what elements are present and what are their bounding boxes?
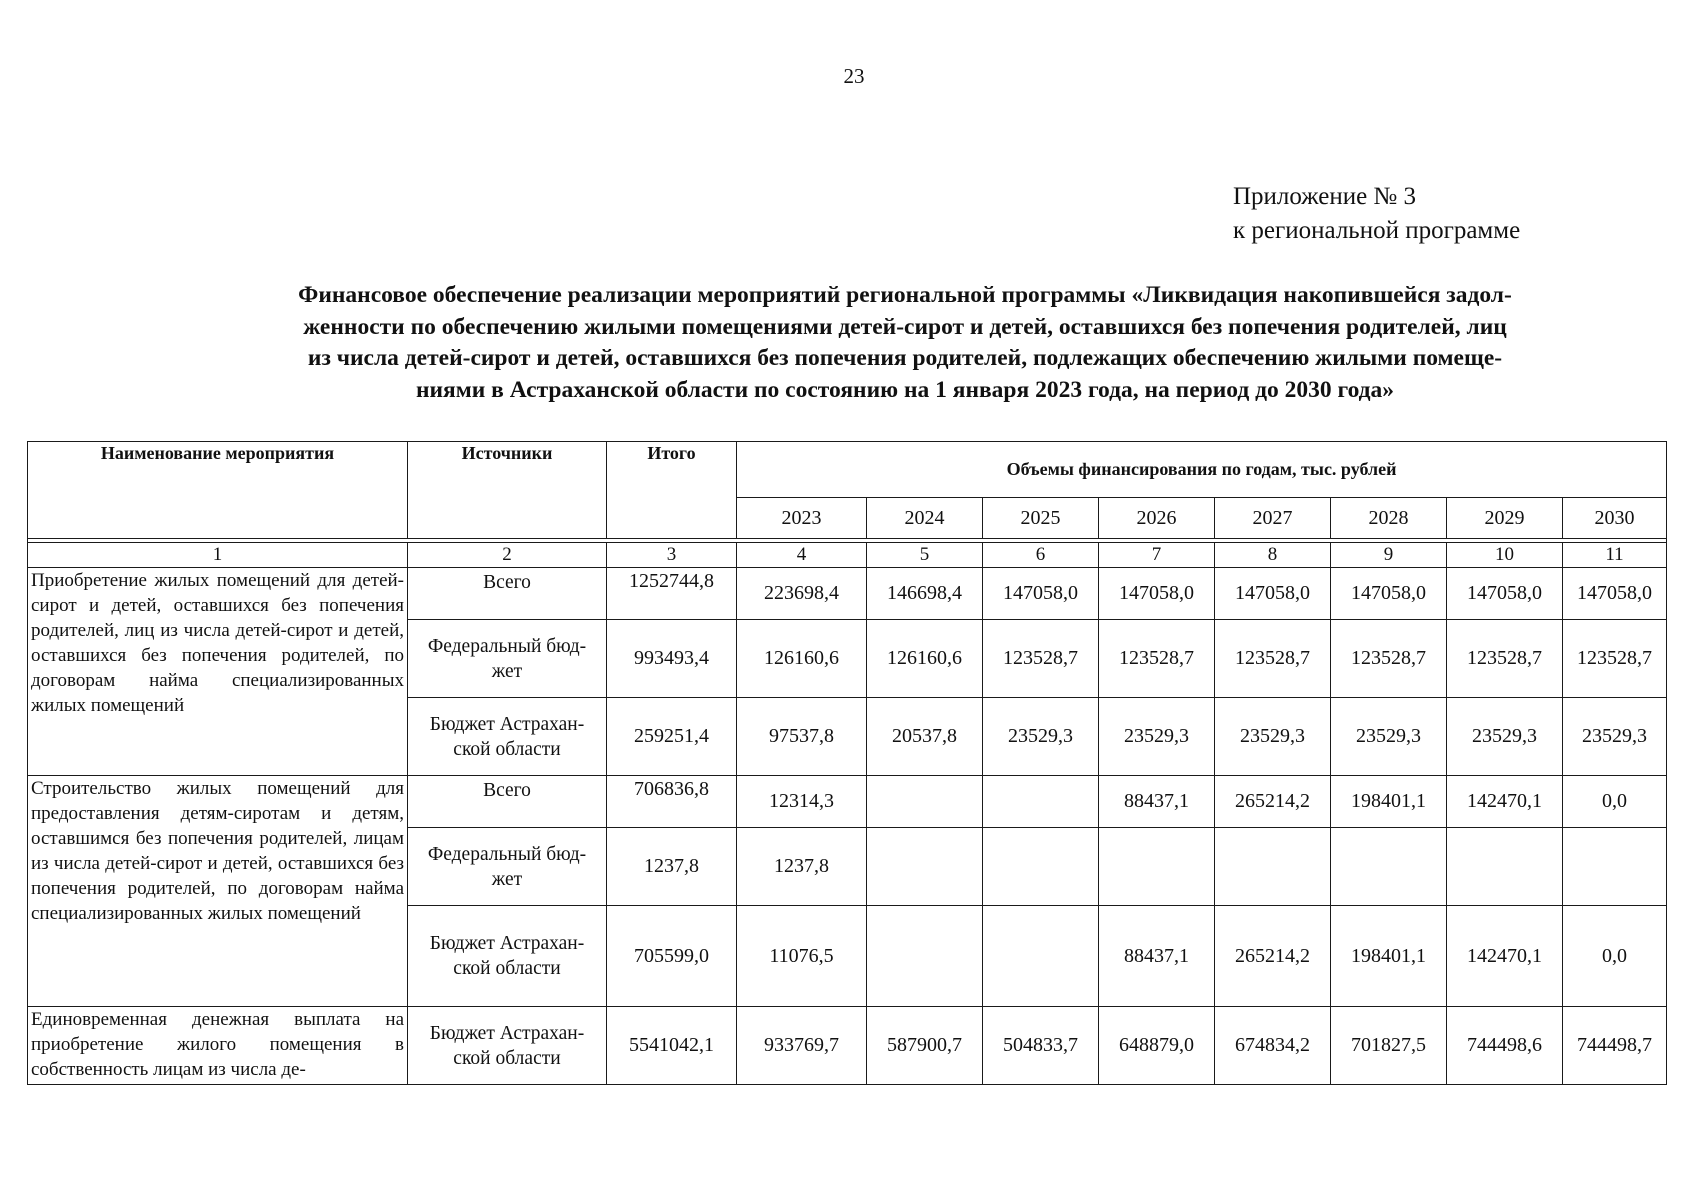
value-cell: 147058,0 — [1563, 568, 1667, 620]
header-year: 2023 — [737, 498, 867, 539]
value-cell — [983, 828, 1099, 906]
title-line: Финансовое обеспечение реализации мероприятий региональной программы «Ликвидация накопившейся задол- — [298, 282, 1512, 308]
table-row — [28, 776, 1667, 828]
activity-name: Приобретение жилых помещений для детей-сирот и детей, оставшихся без попечения родителей, лиц из числа детей-сирот и детей, оставшихся без попечения родителей, по договорам найма специализированных жилых помещений — [28, 568, 408, 776]
value-cell: 123528,7 — [1563, 620, 1667, 698]
value-cell: 701827,5 — [1331, 1007, 1447, 1085]
value-cell: 126160,6 — [867, 620, 983, 698]
header-sources: Источники — [408, 442, 607, 539]
value-cell: 123528,7 — [1331, 620, 1447, 698]
value-cell: 147058,0 — [983, 568, 1099, 620]
source-cell: Бюджет Астрахан- ской области — [408, 698, 607, 776]
table-row — [28, 568, 1667, 620]
source-cell: Бюджет Астрахан- ской области — [408, 1007, 607, 1085]
value-cell: 587900,7 — [867, 1007, 983, 1085]
header-year: 2029 — [1447, 498, 1563, 539]
header-funding-by-year: Объемы финансирования по годам, тыс. рублей — [737, 442, 1667, 498]
source-cell: Федеральный бюд- жет — [408, 828, 607, 906]
source-cell: Федеральный бюд- жет — [408, 620, 607, 698]
value-cell: 933769,7 — [737, 1007, 867, 1085]
value-cell: 0,0 — [1563, 906, 1667, 1007]
activity-name: Строительство жилых помещений для предоставления детям-сиротам и детям, оставшимся без попечения родителей, лицам из числа детей-сирот и детей, оставшихся без попечения родителей, по договорам найма специализированных жилых помещений — [28, 776, 408, 1007]
column-number: 7 — [1099, 543, 1215, 568]
value-cell: 123528,7 — [983, 620, 1099, 698]
value-cell: 12314,3 — [737, 776, 867, 828]
header-year: 2028 — [1331, 498, 1447, 539]
column-number: 5 — [867, 543, 983, 568]
column-number: 9 — [1331, 543, 1447, 568]
value-cell — [983, 906, 1099, 1007]
value-cell: 11076,5 — [737, 906, 867, 1007]
value-cell — [1331, 828, 1447, 906]
value-cell: 23529,3 — [983, 698, 1099, 776]
title-line: из числа детей-сирот и детей, оставшихся без попечения родителей, подлежащих обеспечению жилыми помеще- — [307, 345, 1503, 371]
value-cell: 265214,2 — [1215, 776, 1331, 828]
column-number: 8 — [1215, 543, 1331, 568]
column-number: 4 — [737, 543, 867, 568]
appendix-line-2: к региональной программе — [1233, 217, 1521, 244]
total-cell: 1237,8 — [607, 828, 737, 906]
value-cell — [1447, 828, 1563, 906]
value-cell — [1099, 828, 1215, 906]
activity-name: Единовременная денежная выплата на приобретение жилого помещения в собственность лицам из числа де- — [28, 1007, 408, 1085]
funding-table — [27, 441, 1667, 1085]
value-cell — [867, 776, 983, 828]
value-cell: 674834,2 — [1215, 1007, 1331, 1085]
total-cell: 706836,8 — [607, 776, 737, 828]
total-cell: 705599,0 — [607, 906, 737, 1007]
value-cell: 147058,0 — [1099, 568, 1215, 620]
value-cell: 142470,1 — [1447, 776, 1563, 828]
value-cell: 147058,0 — [1331, 568, 1447, 620]
value-cell: 88437,1 — [1099, 906, 1215, 1007]
value-cell — [1563, 828, 1667, 906]
value-cell: 198401,1 — [1331, 776, 1447, 828]
source-cell: Всего — [408, 568, 607, 620]
column-number: 3 — [607, 543, 737, 568]
value-cell — [983, 776, 1099, 828]
value-cell: 504833,7 — [983, 1007, 1099, 1085]
value-cell: 97537,8 — [737, 698, 867, 776]
value-cell: 744498,6 — [1447, 1007, 1563, 1085]
header-year: 2030 — [1563, 498, 1667, 539]
value-cell: 0,0 — [1563, 776, 1667, 828]
value-cell — [1215, 828, 1331, 906]
header-year: 2027 — [1215, 498, 1331, 539]
table-row — [28, 1007, 1667, 1085]
value-cell: 126160,6 — [737, 620, 867, 698]
value-cell: 198401,1 — [1331, 906, 1447, 1007]
column-number: 6 — [983, 543, 1099, 568]
value-cell: 23529,3 — [1563, 698, 1667, 776]
value-cell: 123528,7 — [1447, 620, 1563, 698]
column-number: 2 — [408, 543, 607, 568]
value-cell: 123528,7 — [1099, 620, 1215, 698]
value-cell: 88437,1 — [1099, 776, 1215, 828]
value-cell: 20537,8 — [867, 698, 983, 776]
appendix-note — [1233, 180, 1520, 248]
source-cell: Всего — [408, 776, 607, 828]
document-title — [195, 280, 1615, 406]
value-cell — [867, 906, 983, 1007]
header-row — [28, 442, 1667, 498]
title-line: ниями в Астраханской области по состоянию на 1 января 2023 года, на период до 2030 года» — [415, 376, 1395, 403]
total-cell: 5541042,1 — [607, 1007, 737, 1085]
value-cell: 1237,8 — [737, 828, 867, 906]
source-cell: Бюджет Астрахан- ской области — [408, 906, 607, 1007]
value-cell: 23529,3 — [1331, 698, 1447, 776]
column-number: 10 — [1447, 543, 1563, 568]
header-activity: Наименование мероприятия — [28, 442, 408, 539]
appendix-line-1: Приложение № 3 — [1233, 183, 1417, 210]
total-cell: 259251,4 — [607, 698, 737, 776]
header-total: Итого — [607, 442, 737, 539]
value-cell: 265214,2 — [1215, 906, 1331, 1007]
value-cell: 142470,1 — [1447, 906, 1563, 1007]
header-year: 2024 — [867, 498, 983, 539]
value-cell: 23529,3 — [1447, 698, 1563, 776]
value-cell: 223698,4 — [737, 568, 867, 620]
value-cell — [867, 828, 983, 906]
column-number-row — [28, 543, 1667, 568]
header-year: 2026 — [1099, 498, 1215, 539]
page-number: 23 — [843, 64, 865, 88]
column-number: 11 — [1563, 543, 1667, 568]
value-cell: 744498,7 — [1563, 1007, 1667, 1085]
value-cell: 123528,7 — [1215, 620, 1331, 698]
value-cell: 23529,3 — [1215, 698, 1331, 776]
value-cell: 23529,3 — [1099, 698, 1215, 776]
value-cell: 147058,0 — [1215, 568, 1331, 620]
total-cell: 993493,4 — [607, 620, 737, 698]
column-number: 1 — [28, 543, 408, 568]
value-cell: 648879,0 — [1099, 1007, 1215, 1085]
value-cell: 147058,0 — [1447, 568, 1563, 620]
value-cell: 146698,4 — [867, 568, 983, 620]
total-cell: 1252744,8 — [607, 568, 737, 620]
header-year: 2025 — [983, 498, 1099, 539]
title-line: женности по обеспечению жилыми помещениями детей-сирот и детей, оставшихся без попечения родителей, лиц — [303, 313, 1507, 340]
